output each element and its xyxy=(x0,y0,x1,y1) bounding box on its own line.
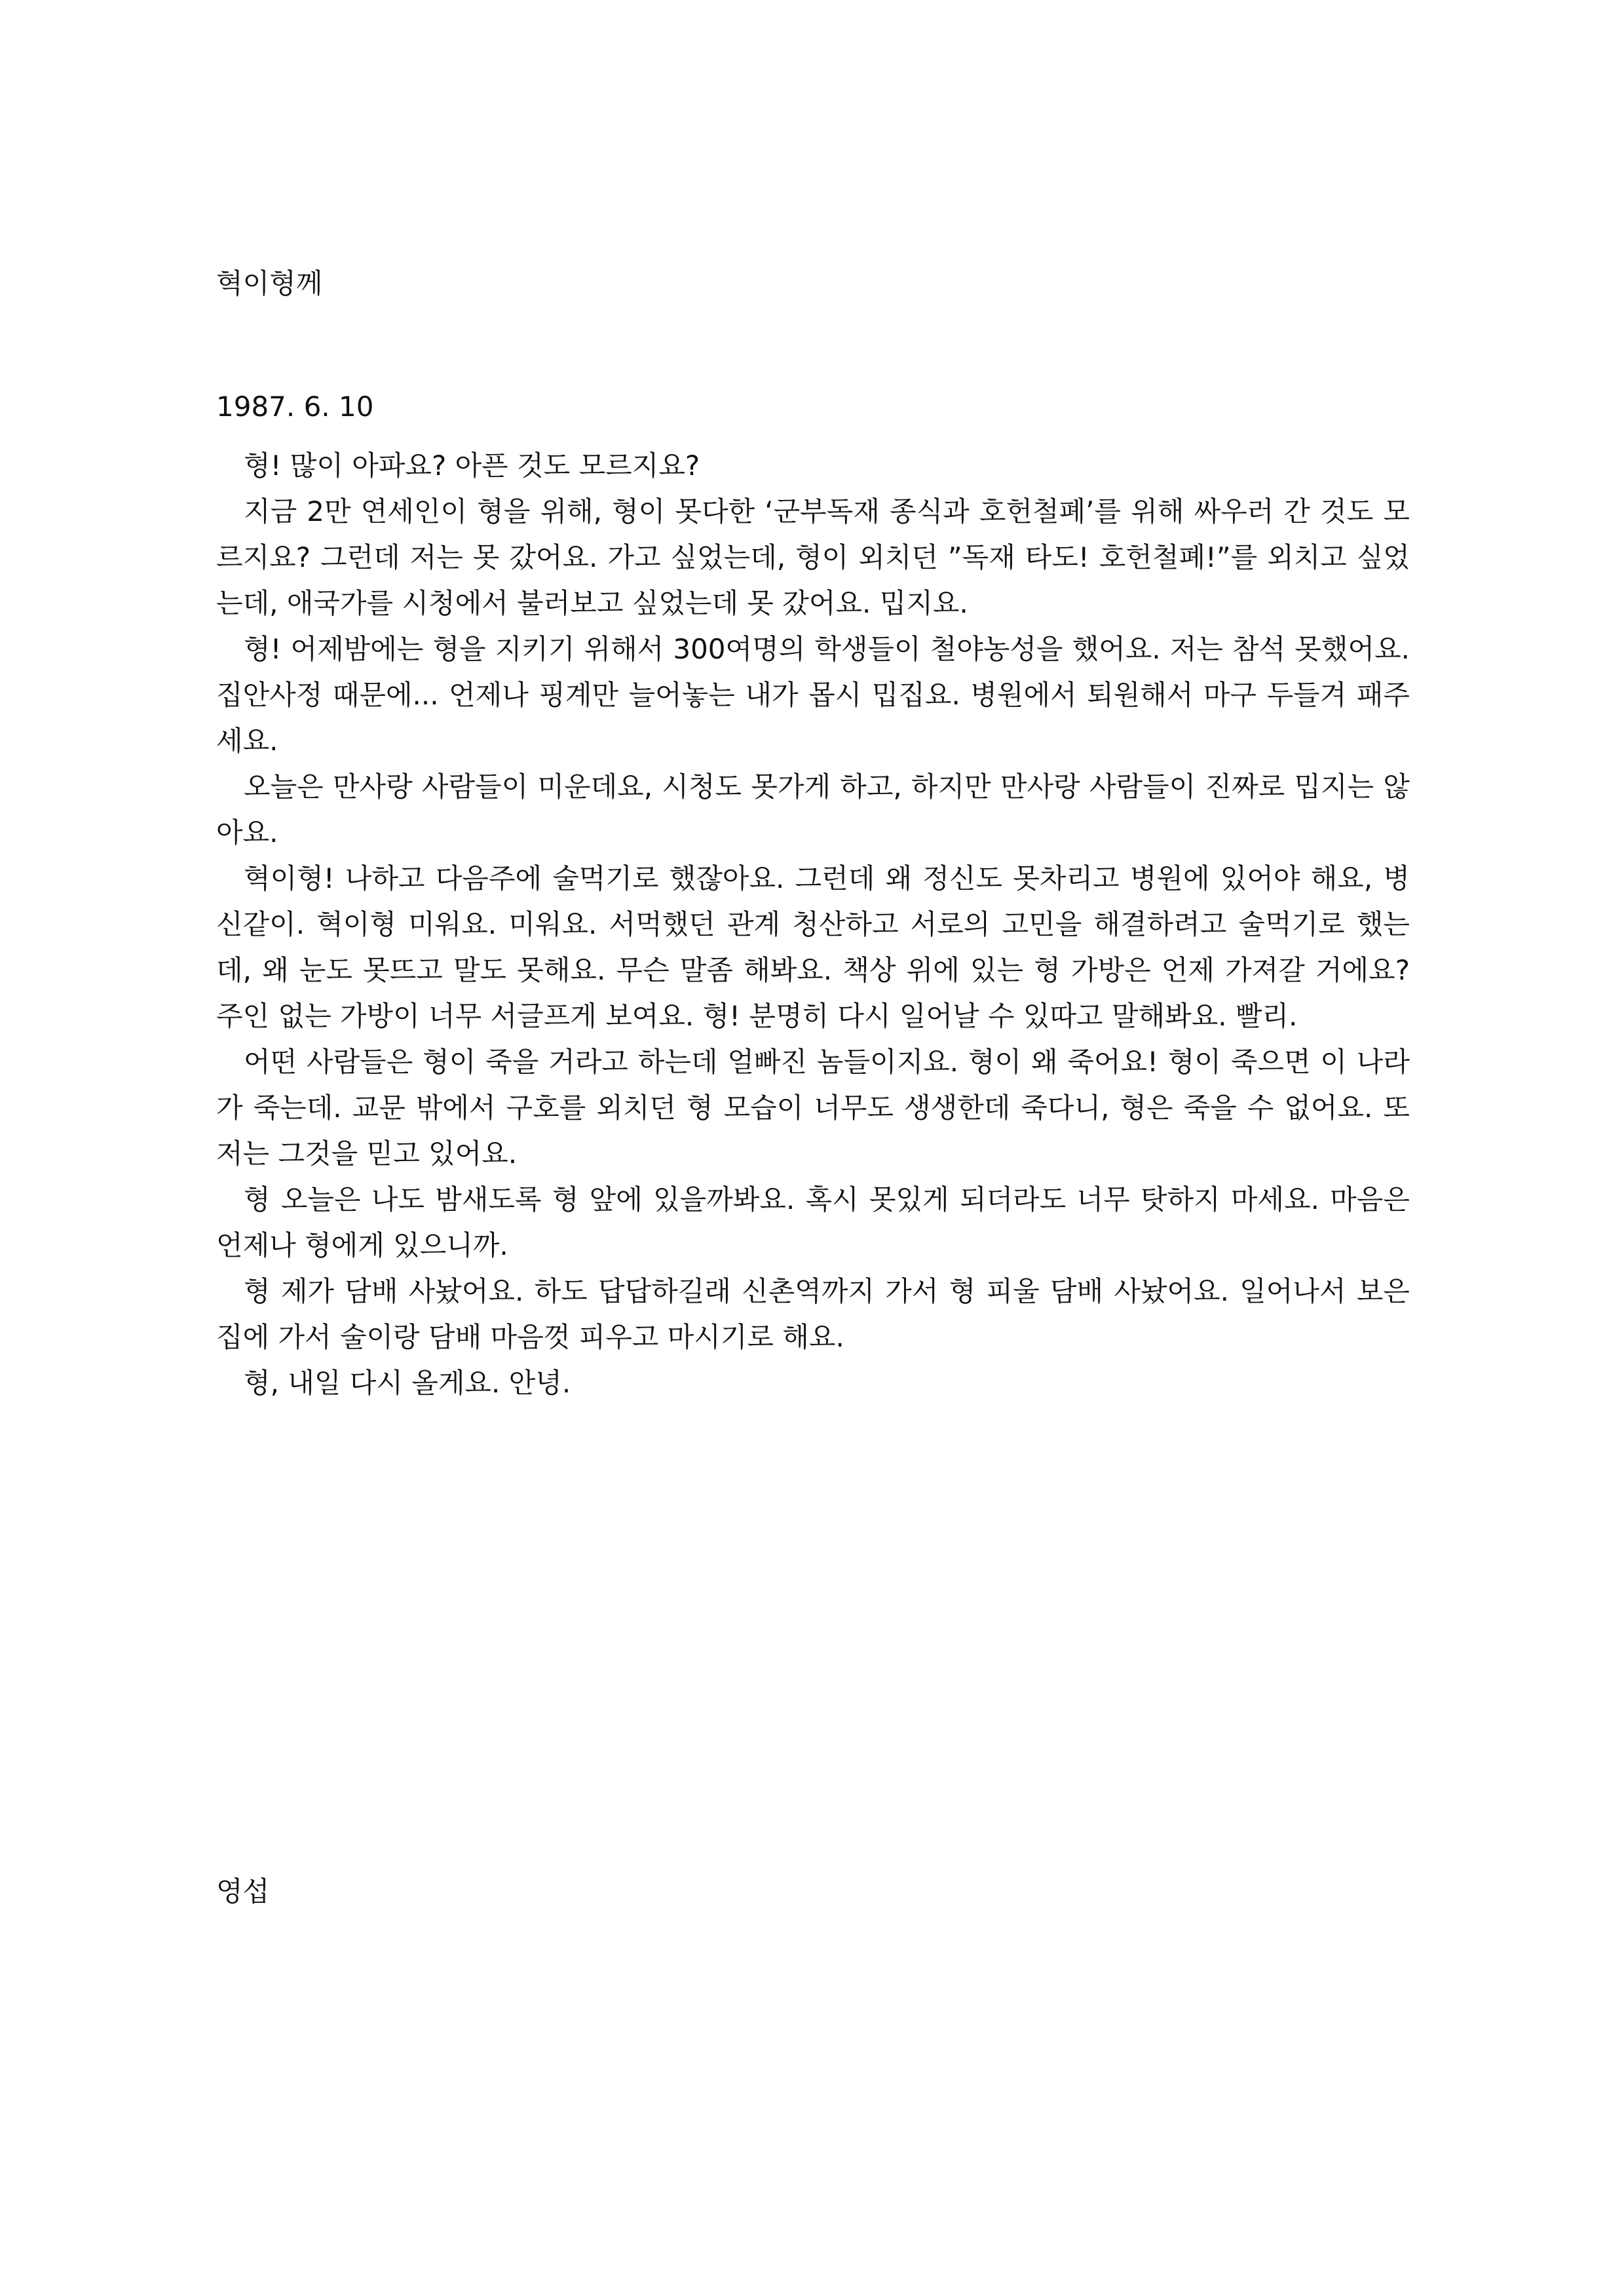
letter-body xyxy=(216,443,1410,1406)
paragraph-3: 형! 어제밤에는 형을 지키기 위해서 300여명의 학생들이 철야농성을 했어요. 저는 참석 못했어요. 집안사정 때문에... 언제나 핑계만 늘어놓는 내가 몹시 밉집요. 병원에서 퇴원해서 마구 두들겨 패주세요. xyxy=(216,633,1410,757)
letter-date: 1987. 6. 10 xyxy=(216,391,374,423)
paragraph-6: 어떤 사람들은 형이 죽을 거라고 하는데 얼빠진 놈들이지요. 형이 왜 죽어요! 형이 죽으면 이 나라가 죽는데. 교문 밖에서 구호를 외치던 형 모습이 너무도 생생한데 죽다니, 형은 죽을 수 없어요. 또 저는 그것을 믿고 있어요. xyxy=(216,1046,1410,1170)
paragraph-8: 형 제가 담배 사놨어요. 하도 답답하길래 신촌역까지 가서 형 피울 담배 사놨어요. 일어나서 보은집에 가서 술이랑 담배 마음껏 피우고 마시기로 해요. xyxy=(216,1275,1410,1353)
paragraph-9: 형, 내일 다시 올게요. 안녕. xyxy=(244,1367,571,1399)
paragraph-4: 오늘은 만사랑 사람들이 미운데요, 시청도 못가게 하고, 하지만 만사랑 사람들이 진짜로 밉지는 않아요. xyxy=(216,771,1410,849)
paragraph-5: 혁이형! 나하고 다음주에 술먹기로 했잖아요. 그런데 왜 정신도 못차리고 병원에 있어야 해요, 병신같이. 혁이형 미워요. 미워요. 서먹했던 관계 청산하고 서로의 고민을 해결하려고 술먹기로 했는데, 왜 눈도 못뜨고 말도 못해요. 무슨 말좀 해봐요. 책상 위에 있는 형 가방은 언제 가져갈 거에요? 주인 없는 가방이 너무 서글프게 보여요. 형! 분명히 다시 일어날 수 있따고 말해봐요. 빨리. xyxy=(216,862,1410,1032)
paragraph-7: 형 오늘은 나도 밤새도록 형 앞에 있을까봐요. 혹시 못있게 되더라도 너무 탓하지 마세요. 마음은 언제나 형에게 있으니까. xyxy=(216,1183,1410,1261)
letter-salutation: 혁이형께 xyxy=(216,267,323,299)
paragraph-2: 지금 2만 연세인이 형을 위해, 형이 못다한 ‘군부독재 종식과 호헌철폐’를 위해 싸우러 간 것도 모르지요? 그런데 저는 못 갔어요. 가고 싶었는데, 형이 외치던 ”독재 타도! 호헌철폐!”를 외치고 싶었는데, 애국가를 시청에서 불러보고 싶었는데 못 갔어요. 밉지요. xyxy=(216,495,1410,619)
letter-signature: 영섭 xyxy=(216,1875,270,1907)
paragraph-1: 형! 많이 아파요? 아픈 것도 모르지요? xyxy=(244,450,700,482)
